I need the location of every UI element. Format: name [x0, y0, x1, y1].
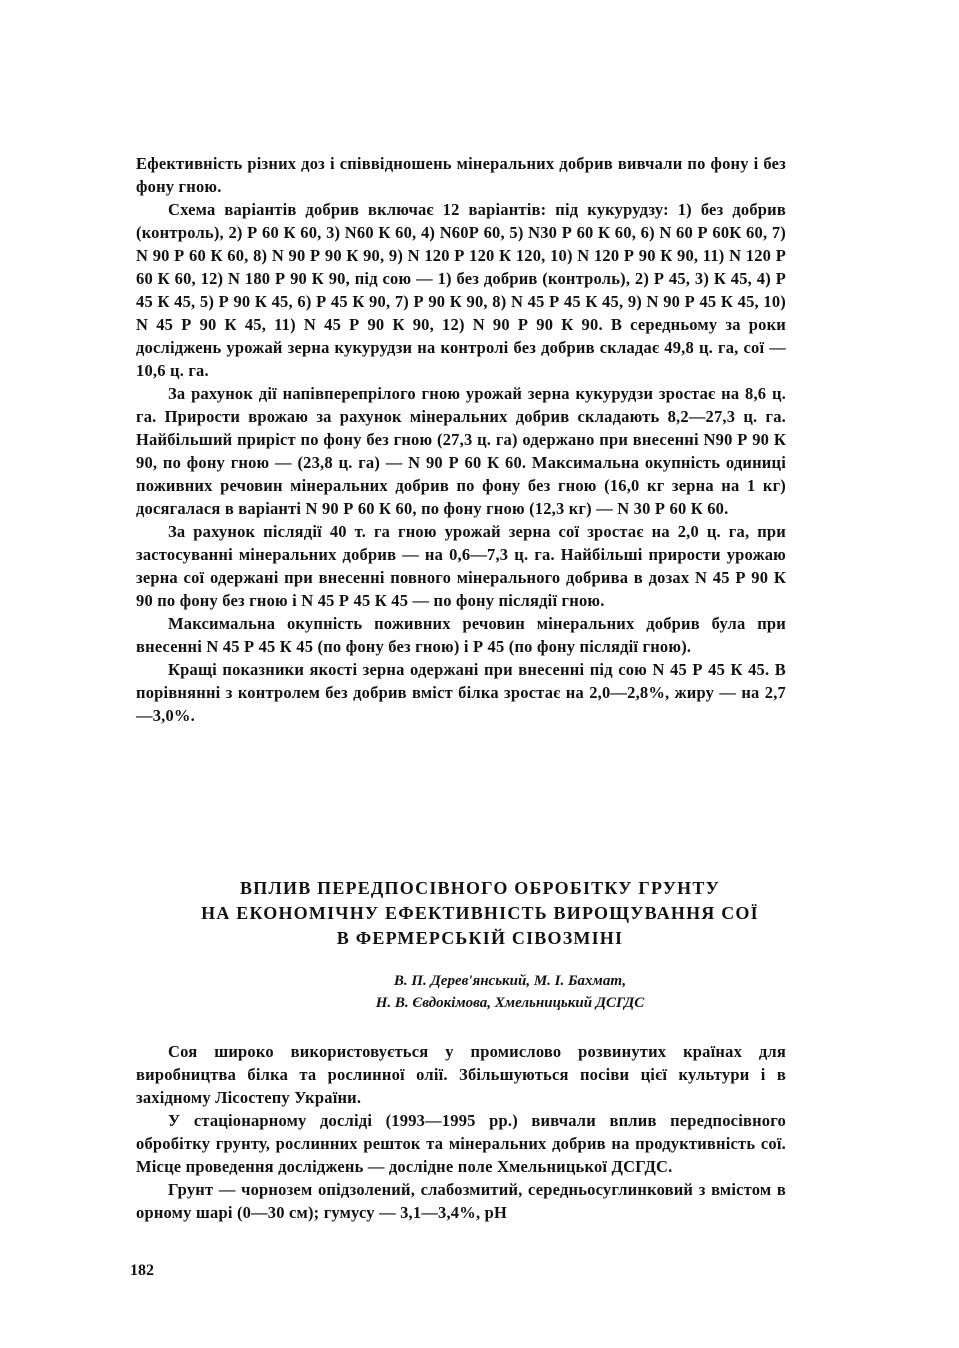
paragraph-experiment: У стаціонарному досліді (1993—1995 рр.) вивчали вплив передпосівного обробітку грунту, рослинних решток та мінеральних добрив на продуктивність сої. Місце проведення досліджень — дослідне поле Хмельницької ДСГДС. [136, 1111, 786, 1176]
paragraph-max-payback: Максимальна окупність поживних речовин мінеральних добрив була при внесенні N 45 Р 45 К 45 (по фону без гною) і Р 45 (по фону післядії гною). [136, 614, 786, 656]
title-line-3: В ФЕРМЕРСЬКІЙ СІВОЗМІНІ [336, 928, 624, 948]
article-authors [300, 970, 720, 1014]
article-title [100, 876, 860, 951]
paragraph-soy-aftereffect: За рахунок післядії 40 т. га гною урожай зерна сої зростає на 2,0 ц. га, при застосуванні мінеральних добрив — на 0,6—7,3 ц. га. Найбільші прирости урожаю зерна сої одержані при внесенні повного мінерального добрива в дозах N 45 Р 90 К 90 по фону без гною і N 45 Р 45 К 45 — по фону післядії гною. [136, 522, 786, 610]
paragraph-soy-usage: Соя широко використовується у промислово розвинутих країнах для виробництва білка та рослинної олії. Збільшуються посіви цієї культури і в західному Лісостепу України. [136, 1042, 786, 1107]
title-line-1: ВПЛИВ ПЕРЕДПОСІВНОГО ОБРОБІТКУ ГРУНТУ [240, 878, 720, 898]
paragraph-intro: Ефективність різних доз і співвідношень мінеральних добрив вивчали по фону і без фону гною. [136, 154, 786, 196]
top-text-block [136, 152, 786, 727]
paragraph-scheme: Схема варіантів добрив включає 12 варіантів: під кукурудзу: 1) без добрив (контроль), 2) Р 60 К 60, 3) N60 К 60, 4) N60Р 60, 5) N30 Р 60 К 60, 6) N 60 Р 60К 60, 7) N 90 Р 60 К 60, 8) N 90 Р 90 К 90, 9) N 120 Р 120 К 120, 10) N 120 Р 90 К 90, 11) N 120 Р 60 К 60, 12) N 180 Р 90 К 90, під сою — 1) без добрив (контроль), 2) Р 45, 3) К 45, 4) Р 45 К 45, 5) Р 90 К 45, 6) Р 45 К 90, 7) Р 90 К 90, 8) N 45 Р 45 К 45, 9) N 90 Р 45 К 45, 10) N 45 Р 90 К 45, 11) N 45 Р 90 К 90, 12) N 90 Р 90 К 90. В середньому за роки досліджень урожай зерна кукурудзи на контролі без добрив складає 49,8 ц. га, сої — 10,6 ц. га. [136, 200, 786, 380]
bottom-text-block [136, 1040, 786, 1224]
authors-line-2: Н. В. Євдокімова, Хмельницький ДСГДС [375, 995, 645, 1011]
authors-line-1: В. П. Дерев'янський, М. І. Бахмат, [393, 973, 627, 989]
paragraph-soil: Грунт — чорнозем опідзолений, слабозмитий, середньосуглинковий з вмістом в орному шарі (0—30 см); гумусу — 3,1—3,4%, рН [136, 1180, 786, 1222]
title-line-2: НА ЕКОНОМІЧНУ ЕФЕКТИВНІСТЬ ВИРОЩУВАННЯ СОЇ [201, 903, 759, 923]
paragraph-quality: Кращі показники якості зерна одержані при внесенні під сою N 45 Р 45 К 45. В порівнянні з контролем без добрив вміст білка зростає на 2,0—2,8%, жиру — на 2,7—3,0%. [136, 660, 786, 725]
paragraph-manure-effect: За рахунок дії напівперепрілого гною урожай зерна кукурудзи зростає на 8,6 ц. га. Прирости врожаю за рахунок мінеральних добрив складають 8,2—27,3 ц. га. Найбільший приріст по фону без гною (27,3 ц. га) одержано при внесенні N90 Р 90 К 90, по фону гною — (23,8 ц. га) — N 90 Р 60 К 60. Максимальна окупність одиниці поживних речовин мінеральних добрив по фону без гною (16,0 кг зерна на 1 кг) досягалася в варіанті N 90 Р 60 К 60, по фону гною (12,3 кг) — N 30 Р 60 К 60. [136, 384, 786, 518]
page-number: 182 [130, 1262, 154, 1279]
